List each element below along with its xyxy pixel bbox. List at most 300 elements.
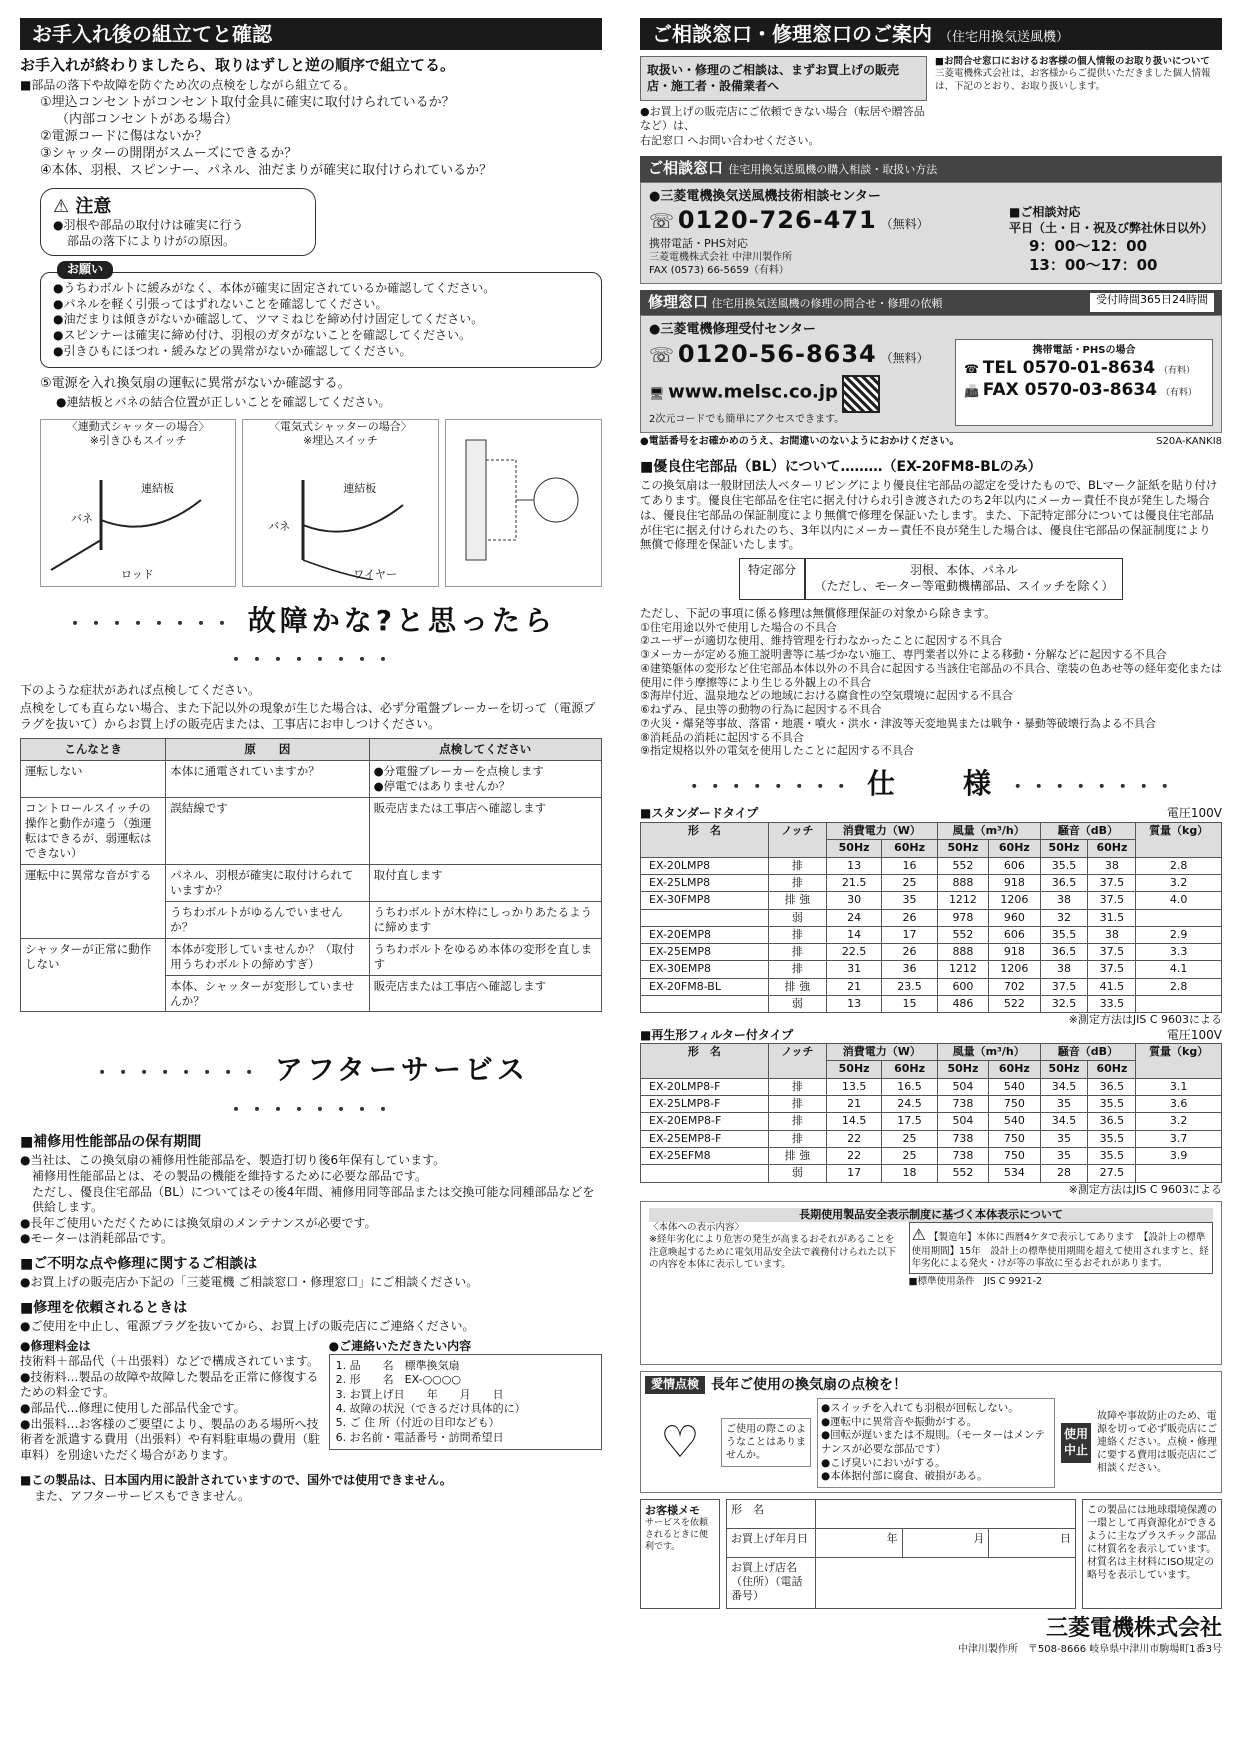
reassembly-note: ■部品の落下や故障を防ぐため次の点検をしながら組立てる。 [20, 77, 356, 92]
spec-row [641, 926, 1222, 943]
spec-cell: 1206 [989, 961, 1040, 978]
memo-date-month[interactable]: 月 [902, 1528, 989, 1557]
contact-list [329, 1354, 602, 1450]
care-body [645, 1398, 1217, 1488]
spec-cell: 960 [989, 909, 1040, 926]
repair-tel[interactable]: TEL 0570-01-8634 [982, 358, 1156, 379]
memo-label: お客様メモ [645, 1503, 700, 1517]
spec-cell: 35.5 [1040, 857, 1088, 874]
spec-cell: 17 [826, 1165, 881, 1182]
spec-cell: 13 [826, 995, 881, 1012]
check-item: ①埋込コンセントがコンセント取付金具に確実に取付けられているか？ [40, 95, 455, 111]
mobile-block [955, 339, 1213, 425]
spec-cell: 排 [768, 944, 826, 961]
spec-cell: 978 [937, 909, 988, 926]
spec-header: 質量（kg） [1136, 823, 1222, 858]
spec-cell: 738 [937, 1096, 988, 1113]
table-row [727, 1499, 1076, 1528]
spec-cell: 27.5 [1088, 1165, 1136, 1182]
spec-row [641, 978, 1222, 995]
hours-block [1009, 205, 1213, 276]
company-name: 三菱電機株式会社 [1045, 1615, 1222, 1641]
spec-cell: 22.5 [826, 944, 881, 961]
spec-cell [641, 909, 769, 926]
contact-item: 4. 故障の状況（できるだけ具体的に） [335, 1402, 526, 1416]
consult-company: 三菱電機株式会社 中津川製作所 [649, 251, 793, 263]
spec-cell: 32 [1040, 909, 1088, 926]
exclusion-item: ⑤海岸付近、温泉地などの地域における腐食性の空気環境に起因する不具合 [640, 689, 1013, 703]
spec-cell: 888 [937, 874, 988, 891]
domestic-note-2: また、アフターサービスもできません。 [34, 1488, 250, 1503]
repair-phone[interactable]: 0120-56-8634 [677, 340, 877, 369]
memo-table [726, 1499, 1076, 1609]
spec-cell: 13.5 [826, 1078, 881, 1095]
spec-cell: 25 [882, 874, 937, 891]
spec-cell: 排 強 [768, 978, 826, 995]
hours-title: ■ご相談対応 [1008, 205, 1081, 220]
spec-cell: 排 [768, 874, 826, 891]
navidial-icon: ☎ [964, 362, 979, 377]
spec-cell: 25 [882, 1130, 937, 1147]
memo-label-box [640, 1499, 720, 1609]
spec-row [641, 1165, 1222, 1182]
care-question: ご使用の際このようなことはありませんか。 [721, 1418, 811, 1467]
spec-cell: 2.9 [1136, 926, 1222, 943]
shutter-figures [40, 419, 602, 587]
spec-cell: 13 [826, 857, 881, 874]
spec-cell: 37.5 [1088, 874, 1136, 891]
spec-cell: 排 [768, 1130, 826, 1147]
spec-cell: EX-25LMP8-F [641, 1096, 769, 1113]
after-title-text: アフターサービス [274, 1053, 529, 1087]
fig2-sub: ※埋込スイッチ [303, 433, 378, 447]
spec-row [641, 995, 1222, 1012]
spec-header: 50Hz [1040, 1061, 1088, 1078]
spec-cell: 弱 [768, 995, 826, 1012]
voltage: 電圧100V [1166, 806, 1222, 821]
spec-header: 騒音（dB） [1040, 1044, 1136, 1061]
exclusion-item: ⑨指定規格以外の電気を使用したことに起因する不具合 [640, 744, 914, 758]
freedial-icon: ☏ [649, 209, 675, 234]
fig2-title: 〈電気式シャッターの場合〉 [269, 419, 412, 433]
spec-cell: 3.1 [1136, 1078, 1222, 1095]
reassembly-title: お手入れ後の組立てと確認 [20, 18, 602, 50]
spec-cell: 22 [826, 1130, 881, 1147]
spec-cell: 750 [989, 1130, 1040, 1147]
spec-cell: 排 [768, 1078, 826, 1095]
spec-cell: 2.8 [1136, 857, 1222, 874]
memo-field-value[interactable] [816, 1557, 1076, 1608]
spec-cell: 35.5 [1040, 926, 1088, 943]
spec-cell: 2.8 [1136, 978, 1222, 995]
spec-row [641, 909, 1222, 926]
table-cell: 販売店または工事店へ確認します [369, 797, 601, 864]
exclusion-list [640, 621, 1222, 759]
spec-header: 60Hz [989, 840, 1040, 857]
privacy-text: 三菱電機株式会社は、お客様からご提供いただきました個人情報は、下記のとおり、お取り扱いします。 [935, 68, 1211, 92]
consult-row [649, 205, 1213, 276]
longterm-body-text: ※経年劣化により危害の発生が高まるおそれがあることを注意喚起するために電気用品安全法で義務付けられた以下の内容を本体に表示しています。 [649, 1234, 897, 1271]
spec-cell [641, 1165, 769, 1182]
repair-bar-label: 修理窓口 [648, 292, 709, 311]
warning-icon: ⚠ [53, 195, 70, 217]
spec-cell: 35 [1040, 1096, 1088, 1113]
bl-text: この換気扇は一般財団法人ベターリビングにより優良住宅部品の認定を受けたもので、BLマーク証紙を貼り付けてあります。優良住宅部品を住宅に据え付けられ引き渡されたのち2年以内にメーカー責任不良が発生した場合は、優良住宅部品の保証制度により無償で修理を保証いたします。また、下記特定部分については優良住宅部品が住宅に据え付けられたのち、3年以内にメーカー責任不良が発生した場合は、優良住宅部品の保証制度により無償で修理を保証いたします。 [640, 477, 1218, 552]
table-cell: 誤結線です [166, 797, 369, 864]
spec-cell: 35.5 [1088, 1147, 1136, 1164]
bl-title: ■優良住宅部品（BL）について………（EX-20FM8-BLのみ） [640, 458, 1042, 475]
spec-cell: 504 [937, 1113, 988, 1130]
trouble-intro-2: 点検をしても直らない場合、また下記以外の現象が生じた場合は、必ず分電盤ブレーカーを切って（電源プラグを抜いて）からお買上げの販売店または、工事店にお申しつけください。 [20, 700, 596, 731]
memo-field-label: お買上げ店名（住所）（電話番号） [727, 1557, 816, 1608]
contact-title-text: ご相談窓口・修理窓口のご案内 [652, 22, 932, 46]
repair-phone-block [649, 339, 929, 425]
privacy-title: ■お問合せ窓口におけるお客様の個人情報のお取り扱いについて [935, 56, 1210, 67]
contact-intro-left [640, 56, 927, 148]
qr-code-icon[interactable] [842, 375, 880, 413]
contact-footer [640, 435, 1222, 448]
contact-item: 6. お名前・電話番号・訪問希望日 [335, 1430, 504, 1444]
specific-label: 特定部分 [739, 558, 805, 599]
spec-cell: 540 [989, 1078, 1040, 1095]
spec-cell: 弱 [768, 1165, 826, 1182]
after-h1: ■補修用性能部品の保有期間 [20, 1134, 202, 1151]
spec-cell: 35.5 [1088, 1096, 1136, 1113]
repair-row [649, 339, 1213, 425]
table-cell: ●分電盤ブレーカーを点検します ●停電ではありませんか？ [369, 761, 601, 798]
spec-cell: 552 [937, 1165, 988, 1182]
spec-cell: 486 [937, 995, 988, 1012]
fig-label: バネ [71, 511, 93, 525]
spec-header: ノッチ [768, 823, 826, 858]
repair-box [20, 1339, 602, 1464]
consult-center: ●三菱電機換気送風機技術相談センター [649, 188, 881, 204]
header-cell: こんなとき [21, 739, 166, 761]
care-item: ●運転中に異常音や振動がする。 [821, 1415, 978, 1428]
consult-box [640, 182, 1222, 284]
spec-cell: EX-25LMP8 [641, 874, 769, 891]
spec-table-standard [640, 822, 1222, 1013]
spec-cell: 17 [882, 926, 937, 943]
fig-label: ロッド [121, 567, 154, 581]
spec-cell: 排 強 [768, 1147, 826, 1164]
spec-header: 騒音（dB） [1040, 823, 1136, 840]
spec-cell: 3.9 [1136, 1147, 1222, 1164]
spec-cell: 3.6 [1136, 1096, 1222, 1113]
web-row [649, 375, 929, 413]
repair-center-box [640, 315, 1222, 432]
spec-header: 風量（m³/h） [937, 1044, 1040, 1061]
fee-line: ●部品代…修理に使用した部品代金です。 [20, 1400, 246, 1415]
spec-cell: 26 [882, 909, 937, 926]
longterm-body-title: 〈本体への表示内容〉 [649, 1222, 745, 1234]
table-cell: 本体に通電されていますか？ [166, 761, 369, 798]
web-note: 2次元コードでも簡単にアクセスできます。 [649, 413, 845, 425]
spec-cell: 21 [826, 1096, 881, 1113]
fee-line: 技術料＋部品代（＋出張料）などで構成されています。 [20, 1354, 320, 1369]
table-row [21, 797, 602, 864]
voltage: 電圧100V [1166, 1027, 1222, 1042]
spec-row [641, 1096, 1222, 1113]
spec-cell: 34.5 [1040, 1078, 1088, 1095]
spec-cell: EX-20FM8-BL [641, 978, 769, 995]
after-p1-line: 補修用性能部品とは、その製品の機能を維持するために必要な部品です。 [32, 1169, 428, 1184]
spec-cell: 排 [768, 857, 826, 874]
spec-cell: EX-25EMP8-F [641, 1130, 769, 1147]
spec-row [641, 1078, 1222, 1095]
spec-cell: 38 [1040, 961, 1088, 978]
spec-cell: 14.5 [826, 1113, 881, 1130]
spec-header: 消費電力（W） [826, 1044, 937, 1061]
spec-cell: 3.7 [1136, 1130, 1222, 1147]
fig1-drawing [41, 460, 211, 580]
care-item: ●本体据付部に腐食、破損がある。 [821, 1470, 988, 1483]
table-row [21, 938, 602, 975]
spec-header: 60Hz [1088, 1061, 1136, 1078]
spec-header: 50Hz [937, 840, 988, 857]
spec-header: 形 名 [641, 823, 769, 858]
unit-drawing [446, 420, 586, 580]
spec-cell: 702 [989, 978, 1040, 995]
web-url[interactable]: www.melsc.co.jp [668, 381, 838, 403]
freedial-icon: ☏ [649, 343, 675, 368]
spec-cell: 17.5 [882, 1113, 937, 1130]
spec-header: 質量（kg） [1136, 1044, 1222, 1079]
spec-cell: 4.1 [1136, 961, 1222, 978]
spec-header: 形 名 [641, 1044, 769, 1079]
spec-cell: EX-20EMP8 [641, 926, 769, 943]
after-p1 [20, 1153, 602, 1247]
after-p2: ●お買上げの販売店か下記の「三菱電機 ご相談窓口・修理窓口」にご相談ください。 [20, 1275, 479, 1290]
fig-label: ワイヤー [353, 567, 397, 581]
spec-cell: 1212 [937, 961, 988, 978]
caution-title: 注意 [75, 195, 112, 217]
spec-cell: 504 [937, 1078, 988, 1095]
memo-field-label: お買上げ年月日 [727, 1528, 816, 1557]
care-item: ●回転が遅いまたは不規則。（モーターはメンテナンスが必要な部品です） [821, 1429, 1045, 1455]
memo-date-year[interactable]: 年 [816, 1528, 903, 1557]
spec-cell: 38 [1088, 926, 1136, 943]
warning-icon: ⚠ [911, 1225, 926, 1245]
spec-cell: 750 [989, 1096, 1040, 1113]
contact-item: 3. お買上げ日 年 月 日 [335, 1387, 504, 1401]
spec-cell: 35 [1040, 1130, 1088, 1147]
spec-cell [641, 995, 769, 1012]
consult-phone[interactable]: 0120-726-471 [677, 206, 877, 235]
request-item: ●スピンナーは確実に締め付け、羽根のガタがないことを確認してください。 [53, 327, 471, 342]
std-heading [640, 806, 1222, 822]
table-cell: シャッターが正常に動作しない [21, 938, 166, 1012]
fig1-title: 〈連動式シャッターの場合〉 [66, 419, 210, 433]
spec-cell: 600 [937, 978, 988, 995]
hours-pm: 13：00～17：00 [1028, 256, 1158, 275]
table-row [727, 1528, 1076, 1557]
spec-cell: 41.5 [1088, 978, 1136, 995]
care-advice: 故障や事故防止のため、電源を切って必ず販売店にご連絡ください。点検・修理に要する費用は販売店にご相談ください。 [1097, 1411, 1217, 1475]
consult-phone-block [649, 205, 929, 276]
spec-cell: 22 [826, 1147, 881, 1164]
spec-header: 消費電力（W） [826, 823, 937, 840]
table-cell: うちわボルトをゆるめ本体の変形を直します [369, 938, 601, 975]
table-cell: パネル、羽根が確実に取付けられていますか？ [166, 864, 369, 901]
spec-cell: 750 [989, 1147, 1040, 1164]
left-column [20, 18, 602, 1504]
consult-mobile: 携帯電話・PHS対応 [649, 236, 748, 250]
fig-label: 連結板 [141, 481, 174, 495]
spec-cell: 3.2 [1136, 874, 1222, 891]
spec-header: 60Hz [989, 1061, 1040, 1078]
check-item: （内部コンセントがある場合） [56, 111, 239, 127]
trouble-title-text: 故障かな?と思ったら [247, 603, 556, 637]
spec-cell: EX-20LMP8-F [641, 1078, 769, 1095]
spec-cell: 738 [937, 1130, 988, 1147]
after-p1-line: ●当社は、この換気扇の補修用性能部品を、製造打切り後6年保有しています。 [20, 1153, 446, 1168]
spec-cell: 1206 [989, 892, 1040, 909]
contact-item: 2. 形 名 EX-○○○○ [335, 1373, 461, 1387]
caution-text-2: 部品の落下によりけがの原因。 [67, 233, 236, 248]
contact-footnote: ●電話番号をお確かめのうえ、お間違いのないようにおかけください。 [640, 435, 960, 447]
after-p1-line: ただし、優良住宅部品（BL）についてはその後4年間、補修用同等部品または交換可能な同種部品などを供給します。 [32, 1184, 595, 1215]
spec-cell: 37.5 [1088, 892, 1136, 909]
pc-icon: 🖥 [649, 386, 665, 401]
contact-title [640, 18, 1222, 50]
exclusion-item: ③メーカーが定める施工説明書等に基づかない施工、専門業者以外による移動・分解などに起因する不具合 [640, 648, 1167, 662]
spec-cell: 24.5 [882, 1096, 937, 1113]
specific-value-2: （ただし、モーター等電動機構部品、スイッチを除く） [814, 579, 1114, 593]
request-item: ●油だまりは傾きがないか確認して、ツマミねじを締め付け固定してください。 [53, 312, 484, 327]
spec-cell: 37.5 [1088, 961, 1136, 978]
spec-cell: 23.5 [882, 978, 937, 995]
longterm-label [909, 1222, 1213, 1273]
spec-cell: 排 [768, 961, 826, 978]
consult-bar-sub: 住宅用換気送風機の購入相談・取扱い方法 [728, 163, 938, 177]
spec-cell: 918 [989, 944, 1040, 961]
spec-cell: 35 [882, 892, 937, 909]
after-p3: ●ご使用を中止し、電源プラグを抜いてから、お買上げの販売店にご連絡ください。 [20, 1318, 475, 1333]
contact-list-wrap [329, 1339, 602, 1464]
repair-bar [640, 290, 1222, 316]
hours-am: 9：00～12：00 [1028, 236, 1148, 255]
spec-title: ・・・・・・・・ 仕 様 ・・・・・・・・ [685, 767, 1177, 801]
table-cell: 本体、シャッターが変形していませんか？ [166, 975, 369, 1012]
spec-cell: 31.5 [1088, 909, 1136, 926]
caution-text: ●羽根や部品の取付けは確実に行う [53, 217, 244, 232]
care-items [817, 1398, 1055, 1488]
jis-note: ※測定方法はJIS C 9603による [1068, 1013, 1222, 1027]
spec-cell: 排 [768, 926, 826, 943]
spec-cell: 25 [882, 1147, 937, 1164]
recycle-note: この製品には地球環境保護の一環として再資源化ができるように主なプラスチック部品に材質名を表示しています。材質名は主材料にISO規定の略号を表示しています。 [1082, 1499, 1222, 1609]
memo-field-label: 形 名 [727, 1499, 816, 1528]
spec-cell: 36 [882, 961, 937, 978]
consult-bar [640, 156, 1222, 182]
spec-row [641, 944, 1222, 961]
spec-header: 60Hz [882, 840, 937, 857]
table-cell: うちわボルトがゆるんでいませんか？ [166, 901, 369, 938]
longterm-right [909, 1222, 1213, 1288]
longterm-box [640, 1201, 1222, 1365]
heart-plug-icon: ♡ [660, 1417, 700, 1469]
check-item: ④本体、羽根、スピンナー、パネル、油だまりが確実に取付けられているか？ [40, 162, 493, 178]
privacy-box [935, 56, 1222, 148]
spec-cell: 36.5 [1088, 1078, 1136, 1095]
spec-cell: EX-30EMP8 [641, 961, 769, 978]
spec-cell: 36.5 [1040, 874, 1088, 891]
consult-fax: FAX (0573) 66-5659（有料） [649, 264, 789, 276]
contact-intro [640, 56, 1222, 148]
spec-cell: 26 [882, 944, 937, 961]
spec-cell: 1212 [937, 892, 988, 909]
hours-days: 平日（土・日・祝及び弊社休日以外） [1008, 221, 1213, 236]
spec-cell: 552 [937, 926, 988, 943]
fig-label: 連結板 [343, 481, 377, 495]
repair-tel-row [964, 357, 1204, 379]
repair-bar-left [648, 293, 943, 313]
spec-cell: 34.5 [1040, 1113, 1088, 1130]
request-item: ●パネルを軽く引張ってはずれないことを確認してください。 [53, 296, 388, 311]
spec-cell: 36.5 [1088, 1113, 1136, 1130]
header-cell: 点検してください [369, 739, 601, 761]
after-p1-line: ●長年ご使用いただくためには換気扇のメンテナンスが必要です。 [20, 1215, 377, 1230]
fig1-sub: ※引きひもスイッチ [89, 433, 187, 447]
contact-title-sub: （住宅用換気送風機） [938, 30, 1069, 45]
trouble-table [20, 738, 602, 1012]
longterm-cond: ■標準使用条件 JIS C 9921-2 [908, 1275, 1043, 1287]
paid-label: （有料） [1160, 388, 1197, 399]
care-stop: 使用中止 [1061, 1423, 1091, 1462]
longterm-label-text: 【製造年】本体に西暦4ケタで表示してあります 【設計上の標準使用期間】15年 設計上の標準使用期間を超えて使用されますと、経年劣化による発火・けが等の事故に至るおそれがあります。 [911, 1232, 1209, 1270]
check5-sub: ●連結板とバネの結合位置が正しいことを確認してください。 [56, 394, 391, 409]
memo-field-value[interactable] [816, 1499, 1076, 1528]
contact-note-2: ●お買上げの販売店にご依頼できない場合（転居や贈答品など）は、 [640, 105, 925, 133]
check-item: ③シャッターの開閉がスムーズにできるか？ [40, 145, 298, 161]
spec-cell: 14 [826, 926, 881, 943]
table-cell: コントロールスイッチの操作と動作が違う（強運転はできるが、弱運転はできない） [21, 797, 166, 864]
spec-cell: 738 [937, 1147, 988, 1164]
table-row [21, 761, 602, 798]
spec-header: 50Hz [826, 1061, 881, 1078]
domestic-note: ■この製品は、日本国内用に設計されていますので、国外では使用できません。 [20, 1473, 452, 1488]
trouble-intro-1: 下のような症状があれば点検してください。 [20, 683, 261, 698]
spec-cell: 606 [989, 857, 1040, 874]
memo-area [640, 1499, 1222, 1609]
table-cell: 運転中に異常な音がする [21, 864, 166, 938]
paid-label: （有料） [1158, 366, 1195, 377]
spec-cell: 33.5 [1088, 995, 1136, 1012]
memo-date-day[interactable]: 日 [989, 1528, 1076, 1557]
exclusion-item: ②ユーザーが適切な使用、維持管理を行わなかったことに起因する不具合 [640, 634, 1002, 648]
after-p1-line: ●モーターは消耗部品です。 [20, 1231, 174, 1246]
memo-note: サービスを依頼されるときに便利です。 [645, 1518, 709, 1552]
care-item: ●スイッチを入れても羽根が回転しない。 [821, 1402, 1019, 1415]
spec-row [641, 857, 1222, 874]
spec-cell: 15 [882, 995, 937, 1012]
request-tag: お願い [57, 261, 113, 279]
caution-heading [53, 195, 303, 218]
check5: ⑤電源を入れ換気扇の運転に異常がないか確認する。 [40, 376, 351, 392]
mobile-label: 携帯電話・PHSの場合 [1032, 345, 1136, 357]
exclusion-item: ⑧消耗品の消耗に起因する不具合 [640, 730, 804, 744]
fig-label: バネ [268, 519, 291, 533]
spec-cell [1136, 1165, 1222, 1182]
reassembly-lead: お手入れが終わりましたら、取りはずしと逆の順序で組立てる。 [20, 56, 456, 74]
care-box [640, 1371, 1222, 1493]
spec-cell: 38 [1088, 857, 1136, 874]
spec-row [641, 1113, 1222, 1130]
fee-line: ●技術料…製品の故障や故障した製品を正常に修復するための料金です。 [20, 1369, 319, 1400]
after-title: ・・・・・・・・ アフターサービス ・・・・・・・・ [93, 1053, 529, 1121]
spec-cell: EX-25EFM8 [641, 1147, 769, 1164]
